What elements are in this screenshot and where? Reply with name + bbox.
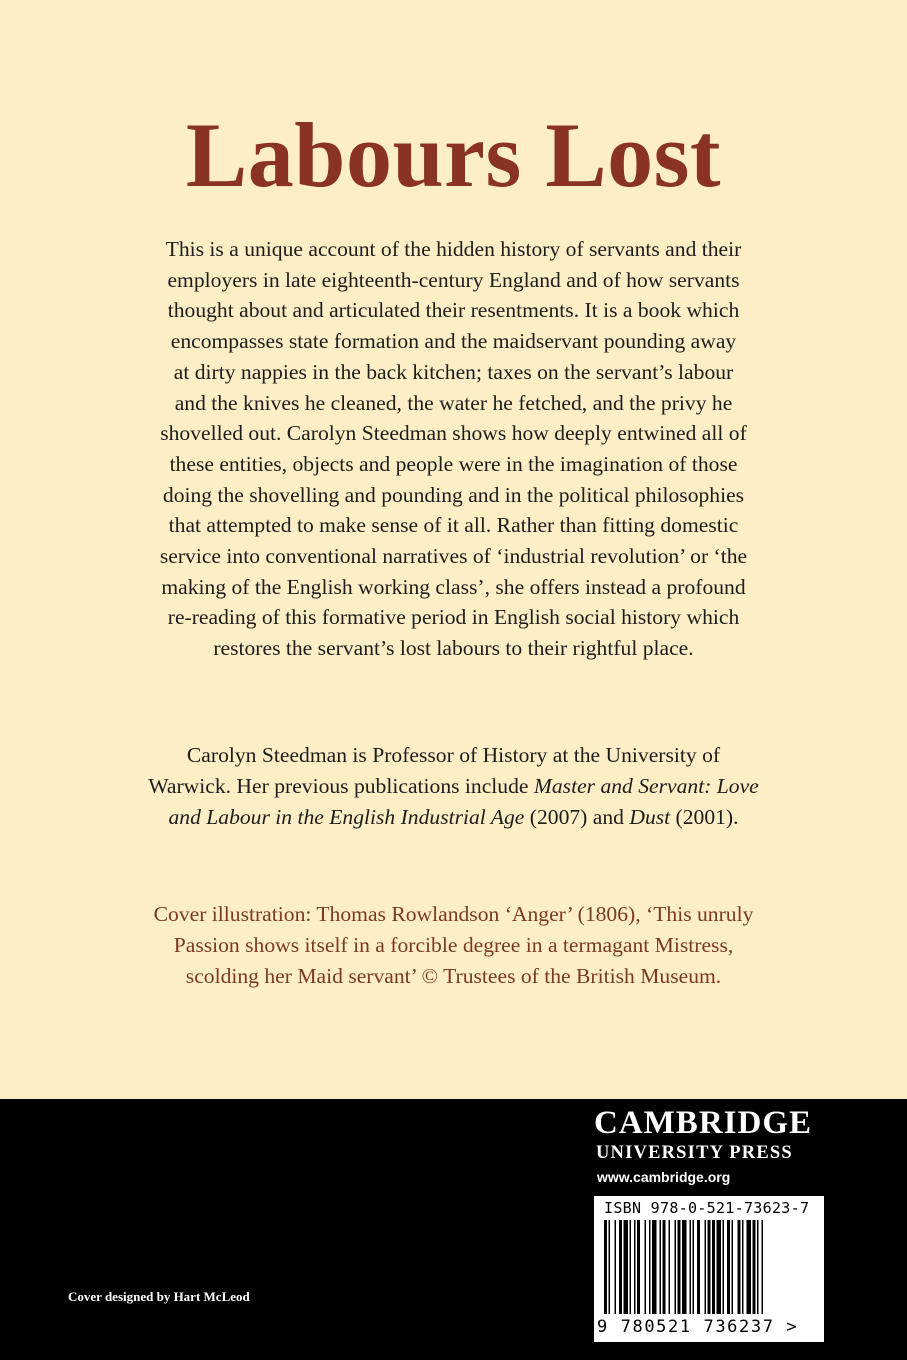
book-blurb (140, 234, 767, 664)
barcode-bar (615, 1220, 617, 1314)
barcode-icon (594, 1218, 824, 1316)
author-bio (110, 740, 797, 833)
barcode-bar (619, 1220, 622, 1314)
blurb-line: and the knives he cleaned, the water he fetched, and the privy he (174, 390, 733, 415)
barcode-bar (634, 1220, 636, 1314)
barcode-bar (705, 1220, 707, 1314)
blurb-line: at dirty nappies in the back kitchen; taxes on the servant’s labour (173, 359, 734, 384)
barcode-bar (652, 1220, 657, 1314)
blurb-line: This is a unique account of the hidden history of servants and their (165, 237, 742, 261)
barcode-panel (594, 1196, 824, 1342)
barcode-bar (645, 1220, 647, 1314)
publisher-subtitle: UNIVERSITY PRESS (596, 1143, 793, 1163)
barcode-bar (663, 1220, 666, 1314)
barcode-bar (742, 1220, 744, 1314)
bio-book-title: Dust (629, 805, 671, 829)
barcode-bar (708, 1220, 711, 1314)
barcode-bar (682, 1220, 687, 1314)
barcode-bar (693, 1220, 695, 1314)
blurb-line: encompasses state formation and the maidservant pounding away (170, 329, 737, 354)
barcode-bar (697, 1220, 700, 1314)
blurb-line: service into conventional narratives of ‘industrial revolution’ or ‘the (159, 544, 748, 569)
barcode-bar (604, 1220, 607, 1314)
bio-book-title: and Labour in the English Industrial Age (168, 805, 525, 829)
barcode-bar (660, 1220, 662, 1314)
illustration-credit (110, 899, 797, 992)
barcode-bar (649, 1220, 651, 1314)
blurb-line: shovelled out. Carolyn Steedman shows how deeply entwined all of (160, 421, 747, 446)
blurb-line: thought about and articulated their resentments. It is a book which (167, 298, 740, 323)
bio-line: Carolyn Steedman is Professor of History at the University of (186, 743, 721, 767)
barcode-bar (717, 1220, 722, 1314)
blurb-line: re-reading of this formative period in English social history which (167, 605, 740, 630)
barcode-bar (712, 1220, 715, 1314)
barcode-bar (675, 1220, 677, 1314)
bio-text: (2001). (670, 805, 739, 829)
bio-book-title: Master and Servant: Love (533, 774, 759, 798)
barcode-bar (723, 1220, 725, 1314)
barcode-bar (757, 1220, 759, 1314)
barcode-bar (637, 1220, 640, 1314)
barcode-bar (727, 1220, 730, 1314)
publisher-name: CAMBRIDGE (594, 1105, 813, 1141)
bio-line (110, 802, 797, 833)
cover-designer-credit: Cover designed by Hart McLeod (68, 1289, 250, 1304)
barcode-bar (753, 1220, 756, 1314)
blurb-line: doing the shovelling and pounding and in the political philosophies (162, 482, 745, 507)
barcode-bar (732, 1220, 734, 1314)
blurb-line: these entities, objects and people were in the imagination of those (169, 451, 738, 476)
isbn-label: ISBN 978-0-521-73623-7 (604, 1199, 810, 1217)
barcode-bar (738, 1220, 741, 1314)
blurb-line: restores the servant’s lost labours to their rightful place. (213, 636, 694, 661)
barcode-bar (747, 1220, 752, 1314)
credit-line: Cover illustration: Thomas Rowlandson ‘Anger’ (1806), ‘This unruly (153, 902, 754, 926)
barcode-bar (678, 1220, 681, 1314)
bio-text: Warwick. Her previous publications include (148, 774, 534, 798)
bio-line (110, 771, 797, 802)
barcode-bar (690, 1220, 692, 1314)
blurb-line: making of the English working class’, she offers instead a profound (161, 574, 746, 599)
book-title: Labours Lost (185, 104, 722, 206)
credit-line: scolding her Maid servant’ © Trustees of the British Museum. (185, 964, 722, 988)
ean-digits: 9 780521 736237 > (597, 1317, 799, 1337)
barcode-bar (669, 1220, 671, 1314)
barcode-bar (609, 1220, 611, 1314)
blurb-line: that attempted to make sense of it all. Rather than fitting domestic (168, 513, 739, 538)
publisher-website: www.cambridge.org (597, 1169, 731, 1185)
barcode-bar (762, 1220, 764, 1314)
barcode-bar (630, 1220, 632, 1314)
barcode-bar (624, 1220, 629, 1314)
blurb-line: employers in late eighteenth-century England and of how servants (167, 267, 740, 292)
credit-line: Passion shows itself in a forcible degree in a termagant Mistress, (173, 933, 734, 957)
bio-text: (2007) and (524, 805, 630, 829)
